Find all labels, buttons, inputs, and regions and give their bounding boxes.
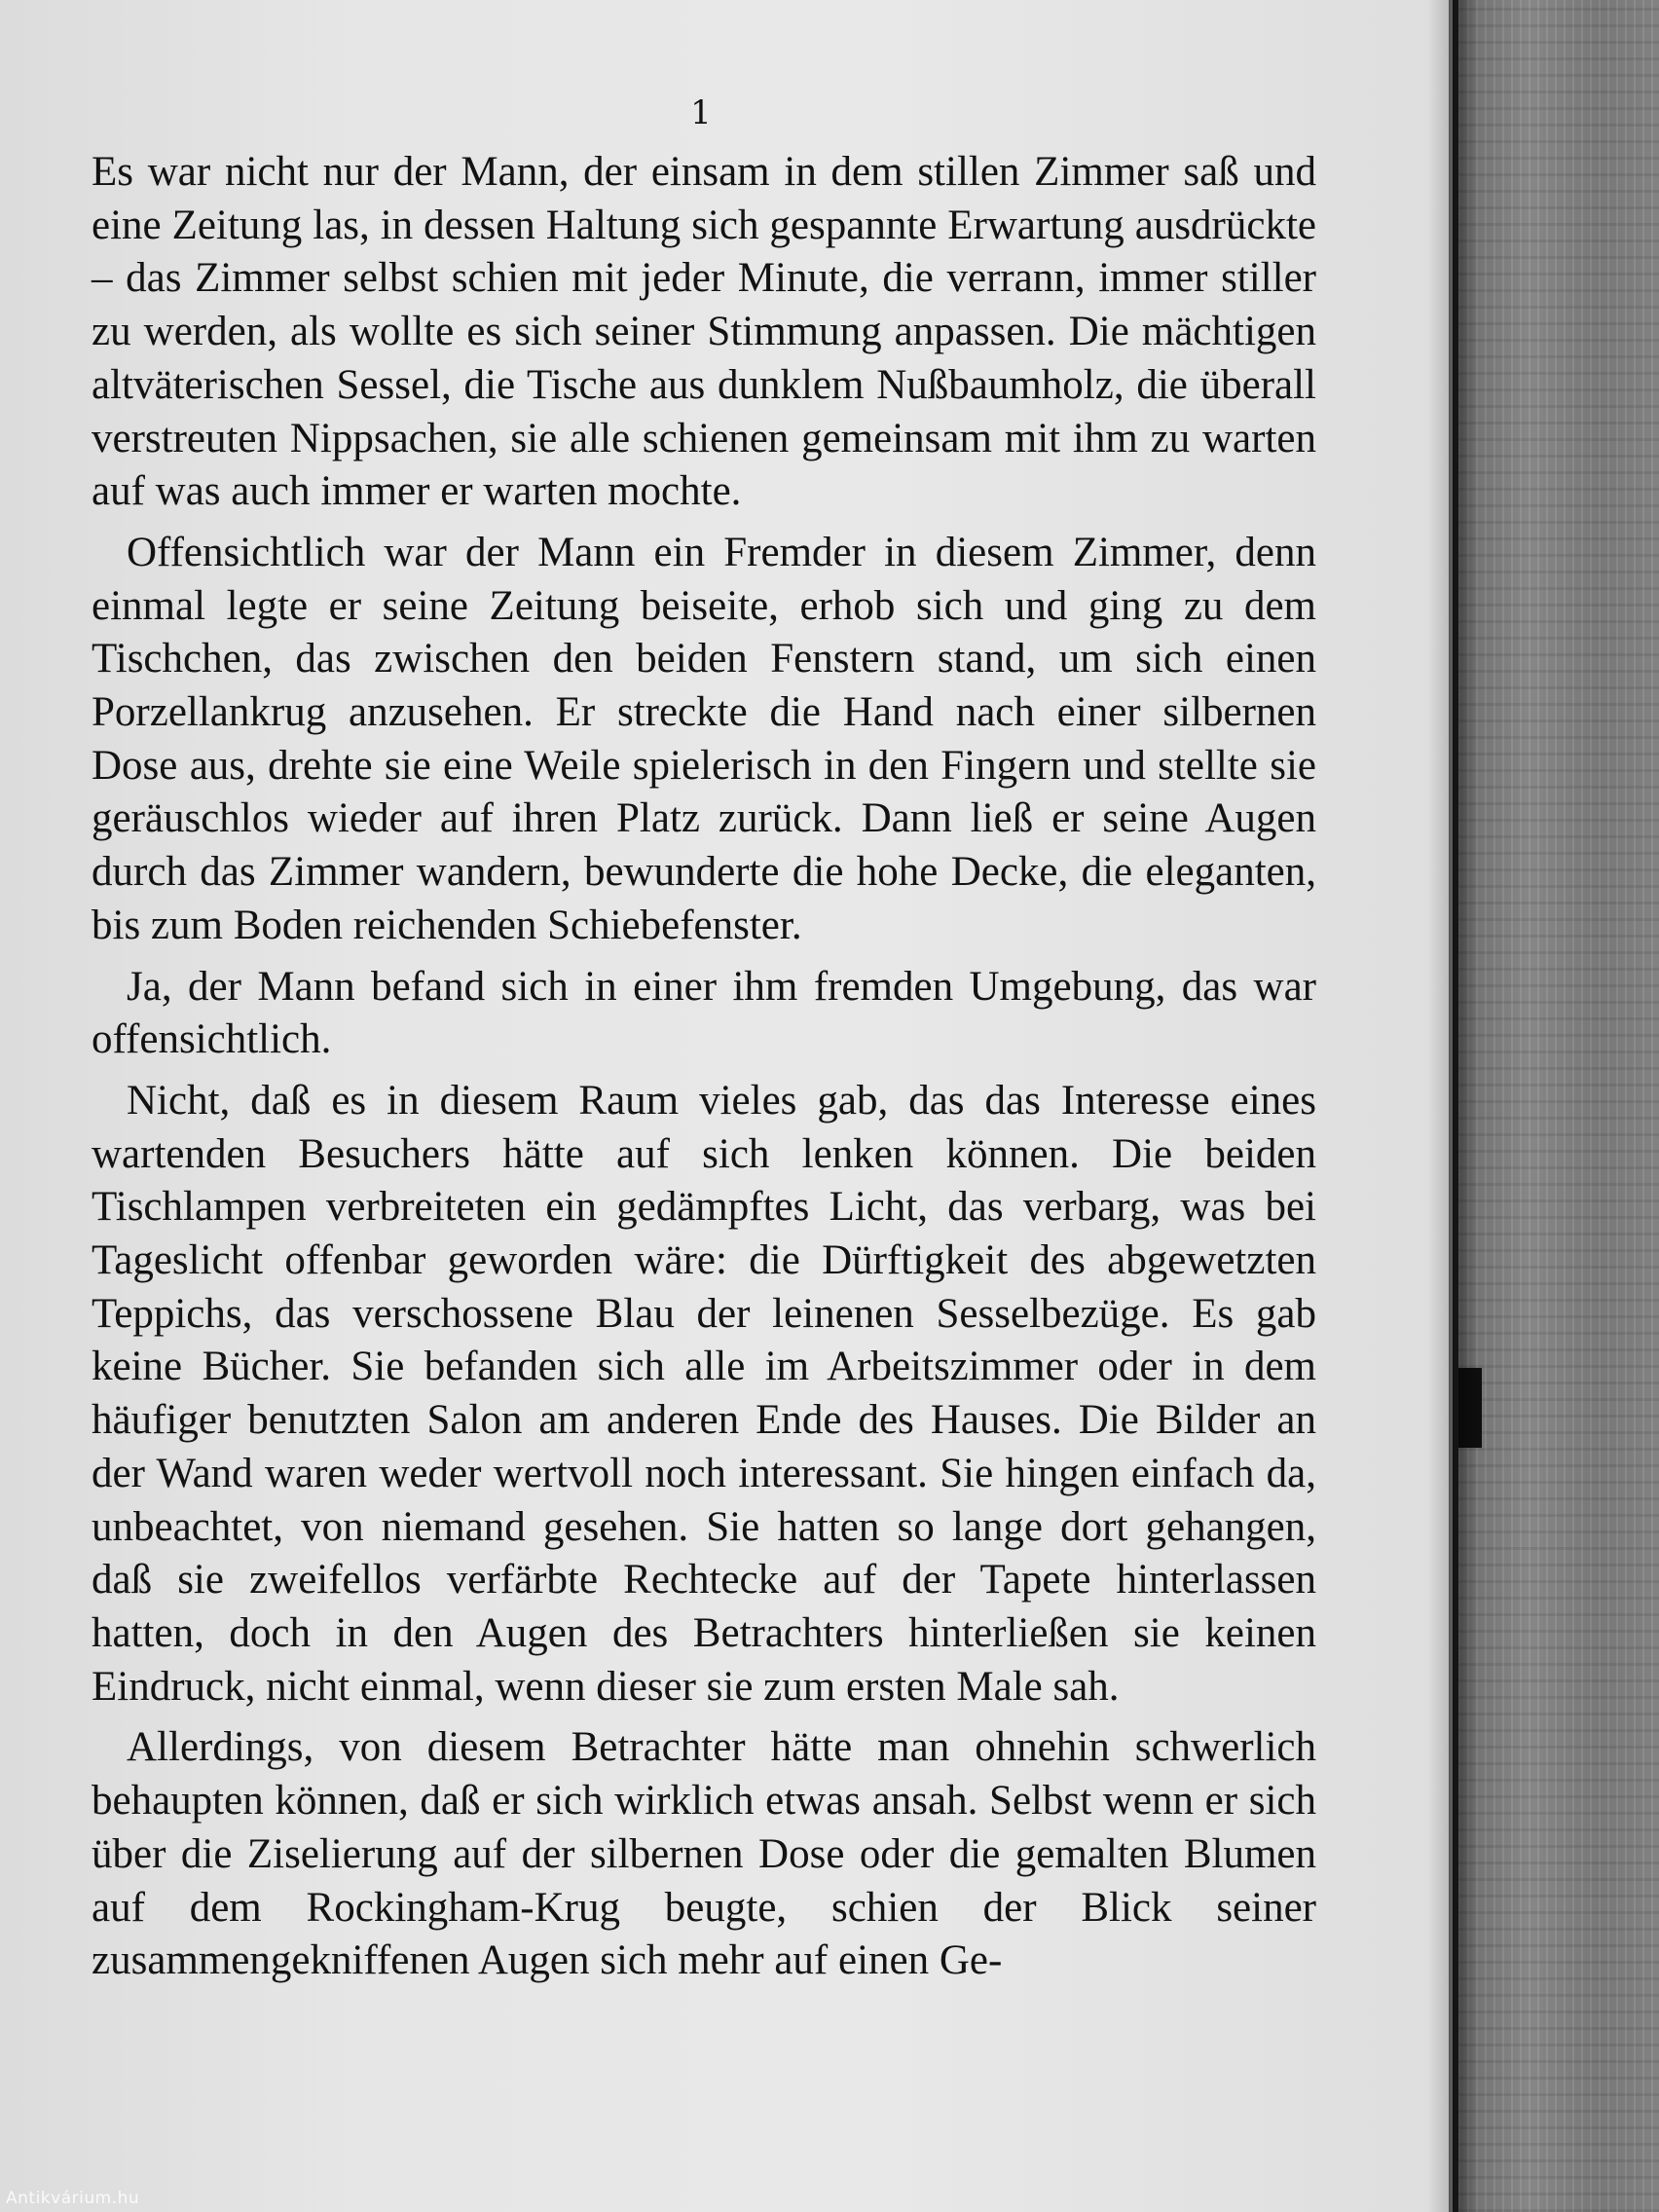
paragraph-5: Allerdings, von diesem Betrachter hätte man ohnehin schwerlich behaupten können, daß er sich wirklich etwas ansah. Selbst wenn er sich über die Ziselierung auf der silbernen Dose oder die gemalten Blumen auf dem Rockingham-Krug beugte, schien der Blick seiner zusammengekniffenen Augen sich mehr auf einen Ge- bbox=[92, 1724, 1316, 1984]
wooden-board bbox=[1458, 0, 1659, 2212]
paragraph-1: Es war nicht nur der Mann, der einsam in dem stillen Zimmer saß und eine Zeitung las, in dessen Haltung sich gespannte Erwartung ausdrückte – das Zimmer selbst schien mit jeder Minute, die verrann, immer stiller zu werden, als wollte es sich seiner Stimmung anpassen. Die mächtigen altväterischen Sessel, die Tische aus dunklem Nußbaumholz, die überall verstreuten Nippsachen, sie alle schienen gemeinsam mit ihm zu warten auf was auch immer er warten mochte. bbox=[92, 149, 1316, 515]
watermark: Antikvárium.hu bbox=[6, 2189, 140, 2208]
page-number: 1 bbox=[690, 93, 712, 132]
paragraph-2: Offensichtlich war der Mann ein Fremder in diesem Zimmer, denn einmal legte er seine Zeitung beiseite, erhob sich und ging zu dem Tischchen, das zwischen den beiden Fenstern stand, um sich einen Porzellankrug anzusehen. Er streckte die Hand nach einer silbernen Dose aus, drehte sie eine Weile spielerisch in den Fingern und stellte sie geräuschlos wieder auf ihren Platz zurück. Dann ließ er seine Augen durch das Zimmer wandern, bewunderte die hohe Decke, die eleganten, bis zum Boden reichenden Schiebefenster. bbox=[92, 529, 1316, 948]
page-shadow bbox=[1449, 0, 1478, 2212]
paragraph-4: Nicht, daß es in diesem Raum vieles gab, das das Interesse eines wartenden Besuchers hätte auf sich lenken können. Die beiden Tischlampen verbreiteten ein gedämpftes Licht, das verbarg, was bei Tageslicht offenbar geworden wäre: die Dürftigkeit des abgewetzten Teppichs, das verschossene Blau der leinenen Sesselbezüge. Es gab keine Bücher. Sie befanden sich alle im Arbeitszimmer oder in dem häufiger benutzten Salon am anderen Ende des Hauses. Die Bilder an der Wand waren weder wertvoll noch interessant. Sie hingen einfach da, unbeachtet, von niemand gesehen. Sie hatten so lange dort gehangen, daß sie zweifellos verfärbte Rechtecke auf der Tapete hinterlassen hatten, doch in den Augen des Betrachters hinterließen sie keinen Eindruck, nicht einmal, wenn dieser sie zum ersten Male sah. bbox=[92, 1077, 1316, 1710]
paragraph-3: Ja, der Mann befand sich in einer ihm fremden Umgebung, das war offensichtlich. bbox=[92, 963, 1316, 1063]
body-text bbox=[92, 146, 1316, 1996]
